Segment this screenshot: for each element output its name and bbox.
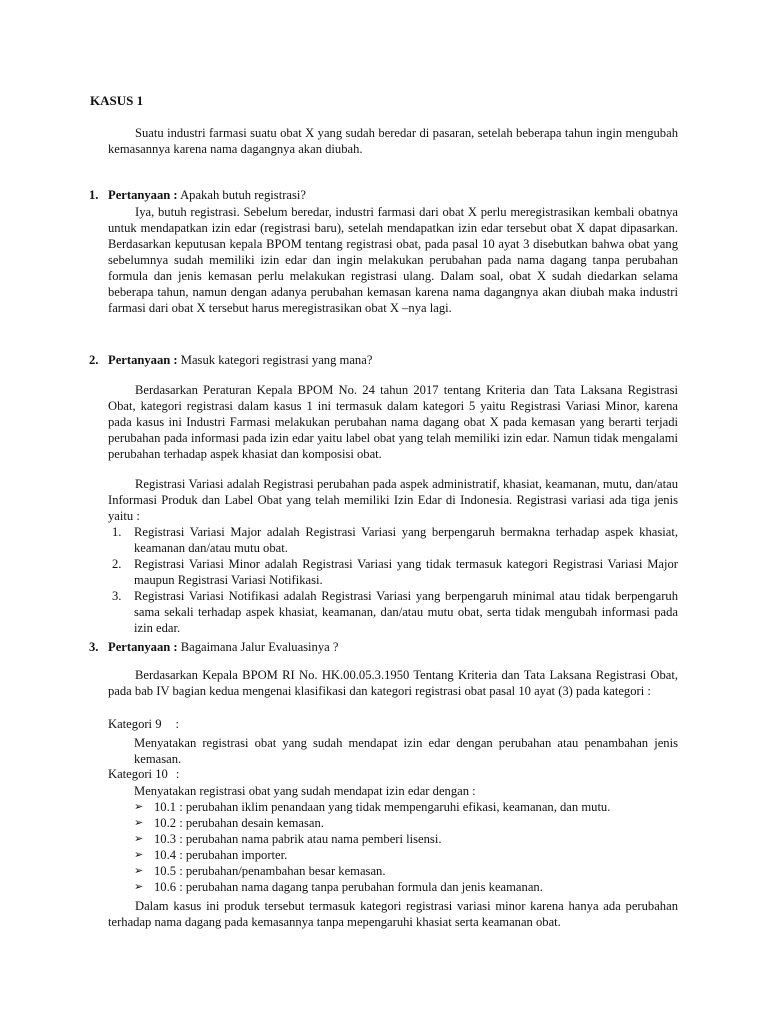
answer-3-paragraph: Berdasarkan Kepala BPOM RI No. HK.00.05.3.1950 Tentang Kriteria dan Tata Laksana Registrasi Obat, pada bab IV bagian kedua mengenai klasifikasi dan kategori registrasi obat pasal 10 ayat (3) pada kategori : (108, 668, 678, 698)
category-10-text: Menyatakan registrasi obat yang sudah mendapat izin edar dengan : (134, 784, 476, 798)
list-item: ➢ 10.1 : perubahan iklim penandaan yang tidak mempengaruhi efikasi, keamanan, dan mutu. (134, 800, 611, 814)
question-2-heading (89, 352, 372, 368)
question-label: Pertanyaan : (108, 188, 178, 202)
question-number: 2. (89, 353, 99, 367)
question-text: Bagaimana Jalur Evaluasinya ? (180, 640, 339, 654)
question-3-heading (89, 639, 338, 655)
list-item: ➢ 10.6 : perubahan nama dagang tanpa perubahan formula dan jenis keamanan. (134, 880, 543, 894)
conclusion-paragraph: Dalam kasus ini produk tersebut termasuk kategori registrasi variasi minor karena hanya ada perubahan terhadap nama dagang pada kemasannya tanpa mepengaruhi khasiat serta keamanan obat. (108, 899, 678, 929)
arrow-bullet-icon: ➢ (134, 833, 144, 845)
question-number: 3. (89, 640, 99, 654)
list-item: ➢ 10.3 : perubahan nama pabrik atau nama pemberi lisensi. (134, 832, 442, 846)
arrow-bullet-icon: ➢ (134, 865, 144, 877)
arrow-bullet-icon: ➢ (134, 801, 144, 813)
question-label: Pertanyaan : (108, 353, 178, 367)
list-item: ➢ 10.4 : perubahan importer. (134, 848, 288, 862)
variation-types-list (108, 524, 678, 636)
arrow-bullet-icon: ➢ (134, 849, 144, 861)
answer-2-paragraph-2: Registrasi Variasi adalah Registrasi perubahan pada aspek administratif, khasiat, keamanan, mutu, dan/atau Informasi Produk dan Label Obat yang telah memiliki Izin Edar di Indonesia. Registrasi variasi ada tiga jenis yaitu : (108, 477, 678, 523)
category-10-bullets (134, 799, 678, 895)
answer-1-paragraph: Iya, butuh registrasi. Sebelum beredar, industri farmasi dari obat X perlu meregistrasikan kembali obatnya untuk mendapatkan izin edar (registrasi baru), setelah mendapatkan izin edar tersebut obat X dapat dipasarkan. Berdasarkan keputusan kepala BPOM tentang registrasi obat, pada pasal 10 ayat 3 disebutkan bahwa obat yang sebelumnya sudah memiliki izin edar dan ingin melakukan perubahan pada nama dagang tanpa perubahan formula dan jenis kemasan perlu melakukan registrasi ulang. Dalam soal, obat X sudah diedarkan selama beberapa tahun, namun dengan adanya perubahan kemasan karena nama dagangnya akan diubah maka industri farmasi dari obat X tersebut harus meregistrasikan obat X –nya lagi. (108, 205, 678, 315)
category-9-text: Menyatakan registrasi obat yang sudah mendapat izin edar dengan perubahan atau penambahan jenis kemasan. (134, 736, 678, 766)
question-text: Apakah butuh registrasi? (180, 188, 306, 202)
list-item: 3. Registrasi Variasi Notifikasi adalah Registrasi Variasi yang berpengaruh minimal atau tidak berpengaruh sama sekali terhadap aspek khasiat, keamanan, dan/atau mutu obat, serta tidak mengubah informasi pada izin edar. (112, 589, 678, 635)
answer-2-paragraph-1: Berdasarkan Peraturan Kepala BPOM No. 24 tahun 2017 tentang Kriteria dan Tata Laksana Registrasi Obat, kategori registrasi dalam kasus 1 ini termasuk dalam kategori 5 yaitu Registrasi Variasi Minor, karena pada kasus ini Industri Farmasi melakukan perubahan nama dagang obat X pada kemasan yang berarti terjadi perubahan pada informasi pada izin edar yaitu label obat yang telah memiliki izin edar. Namun tidak mengalami perubahan terhadap aspek khasiat dan komposisi obat. (108, 383, 678, 461)
list-item: ➢ 10.5 : perubahan/penambahan besar kemasan. (134, 864, 386, 878)
list-item: 2. Registrasi Variasi Minor adalah Registrasi Variasi yang tidak termasuk kategori Registrasi Variasi Major maupun Registrasi Variasi Notifikasi. (112, 557, 678, 587)
list-item: 1. Registrasi Variasi Major adalah Registrasi Variasi yang berpengaruh bermakna terhadap aspek khasiat, keamanan dan/atau mutu obat. (112, 525, 678, 555)
arrow-bullet-icon: ➢ (134, 817, 144, 829)
list-item: ➢ 10.2 : perubahan desain kemasan. (134, 816, 324, 830)
question-1-heading (89, 187, 306, 203)
category-9-label: Kategori 9 : (108, 717, 180, 731)
case-title: KASUS 1 (90, 93, 144, 108)
arrow-bullet-icon: ➢ (134, 881, 144, 893)
question-number: 1. (89, 188, 99, 202)
category-10-label: Kategori 10 : (108, 767, 180, 781)
question-label: Pertanyaan : (108, 640, 178, 654)
question-text: Masuk kategori registrasi yang mana? (180, 353, 373, 367)
intro-paragraph: Suatu industri farmasi suatu obat X yang sudah beredar di pasaran, setelah beberapa tahun ingin mengubah kemasannya karena nama dagangnya akan diubah. (108, 126, 678, 156)
